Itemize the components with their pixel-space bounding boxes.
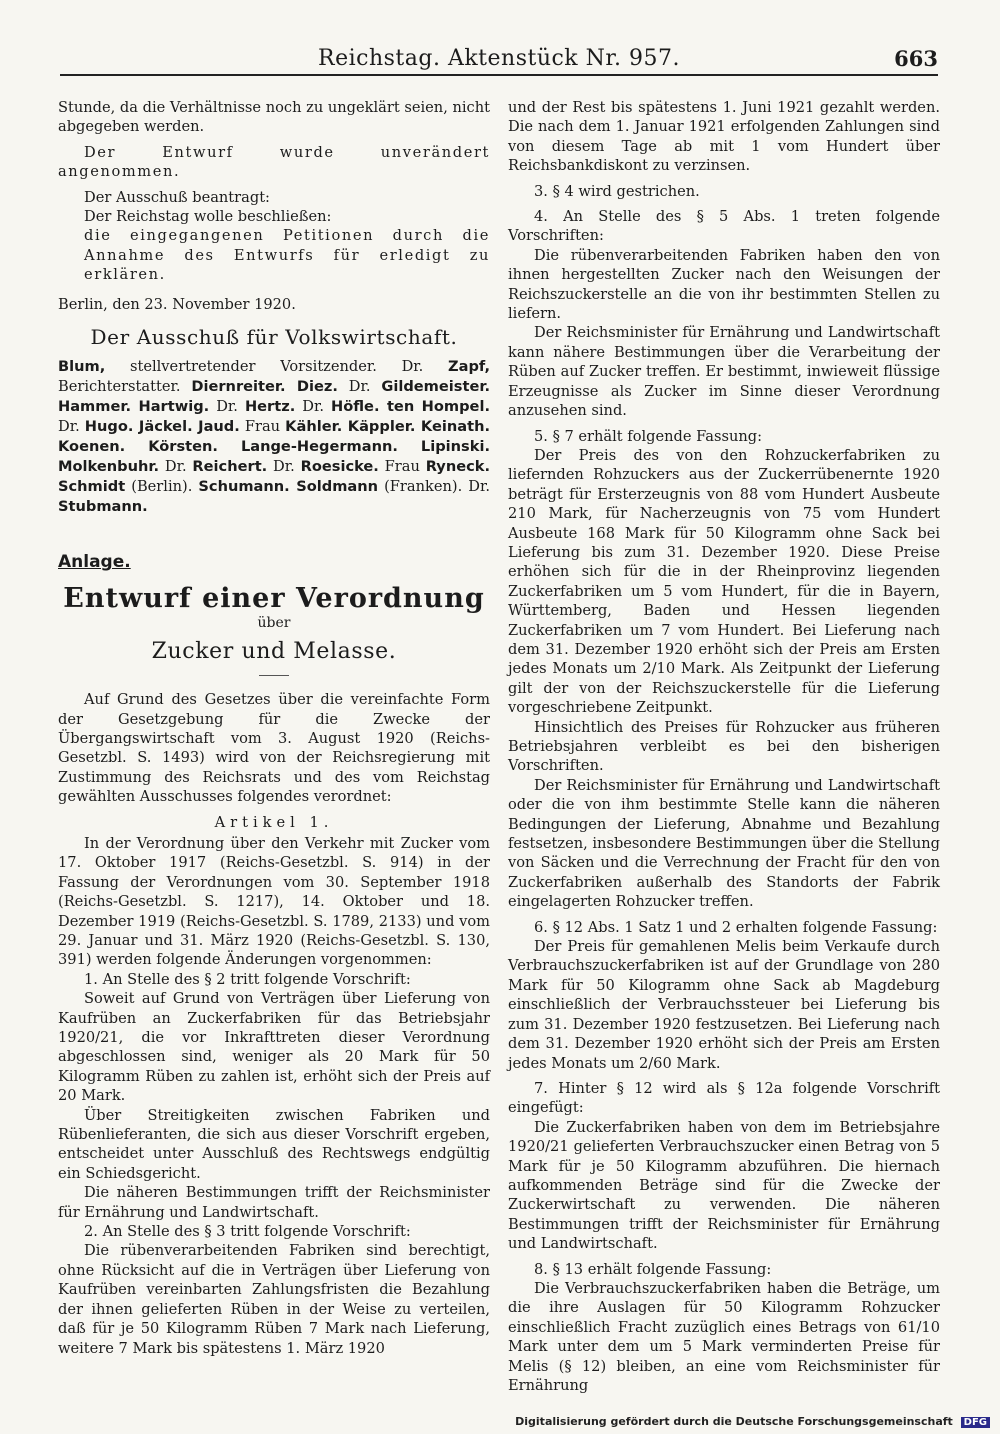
paragraph: Der Reichstag wolle beschließen: xyxy=(84,208,332,226)
section-heading: 6. § 12 Abs. 1 Satz 1 und 2 erhalten folgende Fassung: xyxy=(534,918,938,936)
footer-credit xyxy=(515,1415,990,1428)
member-text: Dr. xyxy=(209,398,245,416)
section-heading: 1. An Stelle des § 2 tritt folgende Vorschrift: xyxy=(84,970,411,988)
paragraph: Die näheren Bestimmungen trifft der Reichsminister für Ernährung und Landwirtschaft. xyxy=(58,1184,490,1221)
member-text: Dr. xyxy=(159,458,193,476)
member-text: stellvertretender Vorsitzender. Dr. xyxy=(105,358,449,376)
member-text: Dr. xyxy=(295,398,331,416)
header-rule xyxy=(60,74,938,76)
footer-text: Digitalisierung gefördert durch die Deutsche Forschungsgemeinschaft xyxy=(515,1415,953,1428)
member-name: Schumann. Soldmann xyxy=(198,478,379,496)
quote-paragraph: die eingegangenen Petitionen durch die Annahme des Entwurfs für erledigt zu erklären. xyxy=(84,227,490,284)
page-number: 663 xyxy=(894,46,938,71)
paragraph: Der Reichsminister für Ernährung und Landwirtschaft oder die von ihm bestimmte Stelle kann die näheren Bedingungen der Lieferung, Abnahme und Bezahlung festsetzen, insbesondere Bestimmungen über die Stellung von Säcken und die Verrechnung der Fracht für den von Zuckerfabriken außerhalb des Standorts der Fabrik eingelagerten Rohzucker treffen. xyxy=(508,776,940,911)
section-heading: 8. § 13 erhält folgende Fassung: xyxy=(534,1260,772,1278)
paragraph: Hinsichtlich des Preises für Rohzucker aus früheren Betriebsjahren verbleibt es bei den bisherigen Vorschriften. xyxy=(508,718,940,775)
paragraph: Über Streitigkeiten zwischen Fabriken und Rübenlieferanten, die sich aus dieser Vorschrift ergeben, entscheidet unter Ausschluß des Rechtswegs endgültig ein Schiedsgericht. xyxy=(58,1106,490,1182)
section-heading: 4. An Stelle des § 5 Abs. 1 treten folgende Vorschriften: xyxy=(508,208,940,245)
committee-heading: Der Ausschuß für Volkswirtschaft. xyxy=(90,325,458,350)
short-rule xyxy=(259,675,289,676)
member-text: Dr. xyxy=(267,458,301,476)
paragraph: Der Preis für gemahlenen Melis beim Verkaufe durch Verbrauchszuckerfabriken ist auf der Grundlage von 280 Mark für 50 Kilogramm ohne Sack ab Magdeburg einschließlich der Verbrauchssteuer bei Lieferung bis zum 31. Dezember 1920 festzusetzen. Bei Lieferung nach dem 31. Dezember 1920 erhöht sich der Preis am Ersten jedes Monats um 2/60 Mark. xyxy=(508,938,940,1072)
right-column xyxy=(508,98,940,1395)
dfg-logo: DFG xyxy=(961,1417,990,1428)
member-text: Dr. xyxy=(337,378,382,396)
member-name: Ryneck. Schmidt xyxy=(58,458,491,496)
document-title: Entwurf einer Verordnung xyxy=(63,582,485,614)
member-name: Zapf, xyxy=(448,358,490,376)
paragraph: Die rübenverarbeitenden Fabriken haben den von ihnen hergestellten Zucker nach den Weisungen der Reichszuckerstelle an die von ihr bestimmten Stellen zu liefern. xyxy=(508,246,940,323)
left-column xyxy=(58,98,490,1358)
paragraph: Der Entwurf wurde unverändert angenommen. xyxy=(58,143,490,181)
paragraph: und der Rest bis spätestens 1. Juni 1921 gezahlt werden. Die nach dem 1. Januar 1921 erfolgenden Zahlungen sind von diesem Tage ab mit 1 vom Hundert über Reichsbankdiskont zu verzinsen. xyxy=(508,99,940,175)
member-name: Blum, xyxy=(58,358,106,376)
paragraph: Der Reichsminister für Ernährung und Landwirtschaft kann nähere Bestimmungen über die Verarbeitung der Rüben auf Zucker treffen. Er bestimmt, inwieweit flüssige Erzeugnisse als Zucker im Sinne dieser Verordnung anzusehen sind. xyxy=(508,324,940,420)
paragraph: Die Verbrauchszuckerfabriken haben die Beträge, um die ihre Auslagen für 50 Kilogramm Rohzucker einschließlich Fracht zuzüglich eines Betrags von 61/10 Mark unter dem um 5 Mark verminderten Preise für Melis (§ 12) bleiben, an eine vom Reichsminister für Ernährung xyxy=(508,1279,940,1394)
paragraph: Der Preis des von den Rohzuckerfabriken zu liefernden Rohzuckers aus der Zuckerrübenernte 1920 beträgt für Ersterzeugnis von 88 vom Hundert Ausbeute 210 Mark, für Nacherzeugnis von 75 vom Hundert Ausbeute 168 Mark für 50 Kilogramm ohne Sack bei Lieferung bis zum 31. Dezember 1920. Diese Preise erhöhen sich für die in der Rheinprovinz liegenden Zuckerfabriken um 5 vom Hundert, für die in Bayern, Württemberg, Baden und Hessen liegenden Zuckerfabriken um 7 vom Hundert. Bei Lieferung nach dem 31. Dezember 1920 erhöht sich der Preis am Ersten jedes Monats um 2/10 Mark. Als Zeitpunkt der Lieferung gilt der von der Reichszuckerstelle für die Lieferung vorgeschriebene Zeitpunkt. xyxy=(508,446,940,717)
artikel-heading: Artikel 1. xyxy=(214,813,334,831)
member-name: Diernreiter. Diez. xyxy=(191,378,338,396)
anlage-heading: Anlage. xyxy=(58,552,131,573)
title-ueber: über xyxy=(257,615,291,632)
paragraph: Die Zuckerfabriken haben von dem im Betriebsjahre 1920/21 gelieferten Verbrauchszucker einen Betrag von 5 Mark für je 50 Kilogramm abzuführen. Die hiernach aufkommenden Beträge sind für die Zwecke der Zuckerwirtschaft zu verwenden. Die näheren Bestimmungen trifft der Reichsminister für Ernährung und Landwirtschaft. xyxy=(508,1118,940,1253)
member-name: Hugo. Jäckel. Jaud. xyxy=(84,418,240,436)
member-name: Reichert. xyxy=(192,458,268,476)
page-header xyxy=(60,42,938,76)
section-heading: 7. Hinter § 12 wird als § 12a folgende Vorschrift eingefügt: xyxy=(508,1079,940,1117)
member-text: Frau xyxy=(378,458,426,476)
member-text: (Berlin). xyxy=(125,478,199,496)
member-name: Kähler. Käppler. Keinath. Koenen. Körsten. Lange-Hegermann. Lipinski. Molkenbuhr. xyxy=(58,418,491,476)
member-name: Höfle. ten Hompel. xyxy=(331,398,490,416)
paragraph: Soweit auf Grund von Verträgen über Lieferung von Kaufrüben an Zuckerfabriken für das Betriebsjahr 1920/21, die vor Inkrafttreten dieser Verordnung abgeschlossen sind, weniger als 20 Mark für 50 Kilogramm Rüben zu zahlen ist, erhöht sich der Preis auf 20 Mark. xyxy=(58,990,490,1105)
section-heading: 3. § 4 wird gestrichen. xyxy=(534,182,700,200)
paragraph: Stunde, da die Verhältnisse noch zu ungeklärt seien, nicht abgegeben werden. xyxy=(58,99,490,136)
member-name: Stubmann. xyxy=(58,498,148,516)
member-name: Gildemeister. Hammer. Hartwig. xyxy=(58,378,490,416)
document-subtitle: Zucker und Melasse. xyxy=(151,638,397,664)
member-text: Berichterstatter. xyxy=(58,378,192,396)
member-text: Dr. xyxy=(58,418,85,436)
member-name: Roesicke. xyxy=(300,458,379,476)
paragraph: In der Verordnung über den Verkehr mit Zucker vom 17. Oktober 1917 (Reichs-Gesetzbl. S. 914) in der Fassung der Verordnungen vom 30. September 1918 (Reichs-Gesetzbl. S. 1217), 14. Oktober und 18. Dezember 1919 (Reichs-Gesetzbl. S. 1789, 2133) und vom 29. Januar und 31. März 1920 (Reichs-Gesetzbl. S. 130, 391) werden folgende Änderungen vorgenommen: xyxy=(58,834,490,969)
paragraph: Der Ausschuß beantragt: xyxy=(84,188,270,206)
paragraph: Die rübenverarbeitenden Fabriken sind berechtigt, ohne Rücksicht auf die in Verträgen über Lieferung von Kaufrüben vereinbarten Zahlungsfristen die Bezahlung der ihnen gelieferten Rüben in der Weise zu verteilen, daß für je 50 Kilogramm Rüben 7 Mark nach Lieferung, weitere 7 Mark bis spätestens 1. März 1920 xyxy=(58,1242,490,1357)
committee-members xyxy=(58,357,490,517)
section-heading: 5. § 7 erhält folgende Fassung: xyxy=(534,427,763,445)
member-name: Hertz. xyxy=(244,398,296,416)
date-line: Berlin, den 23. November 1920. xyxy=(58,295,296,313)
running-title: Reichstag. Aktenstück Nr. 957. xyxy=(318,46,680,71)
member-text: (Franken). Dr. xyxy=(378,478,490,496)
section-heading: 2. An Stelle des § 3 tritt folgende Vorschrift: xyxy=(84,1223,411,1241)
member-text: Frau xyxy=(239,418,286,436)
intro-paragraph: Auf Grund des Gesetzes über die vereinfachte Form der Gesetzgebung für die Zwecke der Übergangswirtschaft vom 3. August 1920 (Reichs-Gesetzbl. S. 1493) wird von der Reichsregierung mit Zustimmung des Reichsrats und des vom Reichstag gewählten Ausschusses folgendes verordnet: xyxy=(58,691,490,806)
